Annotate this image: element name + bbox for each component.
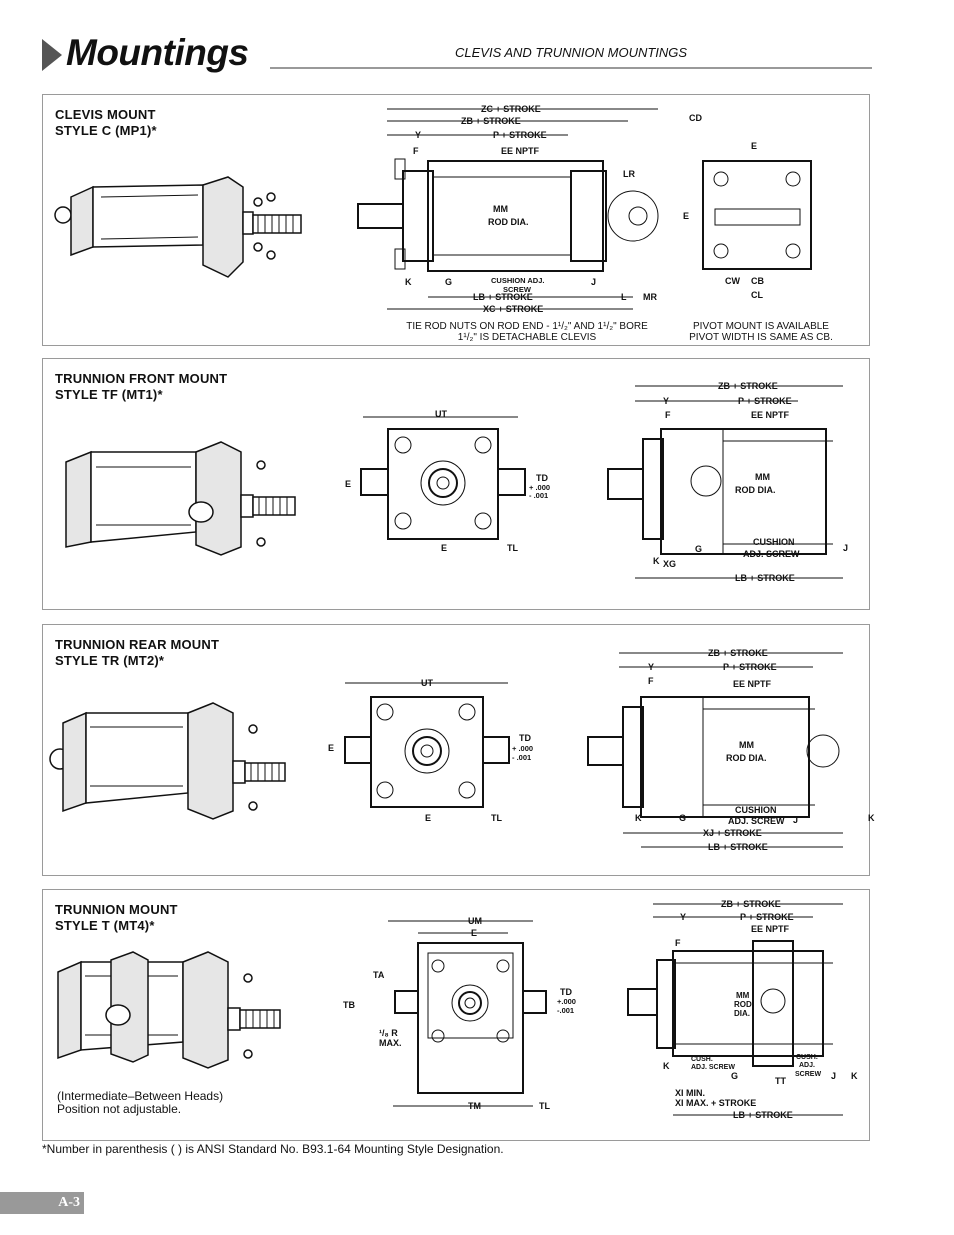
panel-title: TRUNNION FRONT MOUNT STYLE TF (MT1)* [55,371,228,402]
dim-y: Y [648,662,655,672]
dim-ut: UT [435,409,447,419]
trunnion-front-dimension-drawing [343,379,849,589]
dim-cushion-2: SCREW [503,285,531,294]
dim-tm: TM [468,1101,481,1111]
dim-ta: TA [373,970,385,980]
dim-rod: ROD DIA. [726,753,767,763]
panel-clevis-mount [42,94,870,346]
panel-title: CLEVIS MOUNT STYLE C (MP1)* [55,107,157,138]
dim-td: TD [560,987,572,997]
dim-tol-plus: +.000 [557,997,576,1006]
dim-dia: DIA. [734,1009,750,1018]
panel-trunnion-mount [42,889,870,1141]
dim-tl: TL [507,543,518,553]
dim-rod: ROD DIA. [735,485,776,495]
dim-r1: ¹/₈ R [379,1028,398,1038]
dim-xj: XJ + STROKE [703,828,762,838]
trunnion-rear-cylinder-illustration [48,701,298,831]
dim-k-right: K [868,813,875,823]
dim-y: Y [663,396,670,406]
dim-j: J [591,277,597,287]
dim-cushion-1: CUSHION [735,805,777,815]
dim-tol-minus: - .001 [529,491,549,500]
dim-lb: LB + STROKE [708,842,768,852]
dim-zb: ZB + STROKE [708,648,768,658]
dim-lr: LR [623,169,635,179]
dim-cushion-2: ADJ. SCREW [728,816,785,826]
title-arrow-icon [42,39,62,71]
dim-cush-right-3: SCREW [795,1071,822,1078]
dim-f: F [665,410,671,420]
dim-zb: ZB + STROKE [718,381,778,391]
dim-f: F [675,938,681,948]
dim-e: E [471,928,478,938]
dim-j: J [843,543,849,553]
dim-tol-plus: + .000 [529,483,551,492]
dim-j: J [793,815,799,825]
page-header [42,32,872,74]
page-number: A-3 [58,1195,80,1210]
dim-xi-max: XI MAX. + STROKE [675,1098,757,1108]
dim-td: TD [519,733,531,743]
dim-lb: LB + STROKE [473,292,533,302]
dim-tol-minus: - .001 [512,753,532,762]
dim-g: G [679,813,687,823]
dim-y: Y [415,130,422,140]
dim-p: P + STROKE [723,662,777,672]
dim-cush-right-1: CUSH. [796,1054,818,1061]
clevis-dimension-drawing [353,99,833,314]
trunnion-intermediate-dimension-drawing [333,896,858,1121]
dim-y: Y [680,912,687,922]
dim-td: TD [536,473,548,483]
dim-lb: LB + STROKE [733,1110,793,1120]
dim-f: F [413,146,419,156]
dim-p: P + STROKE [738,396,792,406]
dim-ee: EE NPTF [751,924,790,934]
dim-k: K [405,277,412,287]
dim-mm: MM [736,991,750,1000]
dim-e-side: E [328,743,335,753]
dim-xg: XG [663,559,677,569]
page-title: Mountings [66,32,249,73]
dim-rod: ROD [734,1000,752,1009]
dim-zb: ZB + STROKE [721,899,781,909]
dim-ee: EE NPTF [751,410,790,420]
dim-k-left: K [635,813,642,823]
dim-g: G [731,1071,739,1081]
panel-title: TRUNNION REAR MOUNT STYLE TR (MT2)* [55,637,220,668]
dim-tt: TT [775,1076,786,1086]
dim-tl: TL [491,813,502,823]
dim-l: L [621,292,627,302]
dim-p: P + STROKE [493,130,547,140]
dim-rod: ROD DIA. [488,217,529,227]
dim-k-left: K [653,556,660,566]
dim-lb: LB + STROKE [735,573,795,583]
dim-mm: MM [739,740,754,750]
dim-e-top: E [751,141,758,151]
panel-trunnion-rear-mount [42,624,875,876]
dim-cush-left-2: ADJ. SCREW [691,1064,735,1071]
dim-zc: ZC + STROKE [481,104,541,114]
dim-cushion-1: CUSHION ADJ. [491,276,545,285]
dim-k-right: K [851,1071,858,1081]
dim-xi-min: XI MIN. [675,1088,706,1098]
dim-tol-plus: + .000 [512,744,534,753]
dim-tb: TB [343,1000,355,1010]
dim-cd: CD [689,113,702,123]
dim-p: P + STROKE [740,912,794,922]
intermediate-note: (Intermediate–Between Heads) Position not adjustable. [57,1089,224,1116]
dim-j: J [831,1071,837,1081]
dim-g: G [695,544,703,554]
dim-ee: EE NPTF [733,679,772,689]
dim-cush-left-1: CUSH. [691,1056,713,1063]
dim-cb: CB [751,276,764,286]
dim-mm: MM [493,204,508,214]
dim-tl: TL [539,1101,550,1111]
dim-um: UM [468,916,482,926]
dim-tol-minus: -.001 [557,1006,575,1015]
dim-k-left: K [663,1061,670,1071]
trunnion-intermediate-cylinder-illustration [53,950,298,1080]
page-number-tab [0,1192,84,1214]
panel-trunnion-front-mount [42,358,870,610]
panel-title: TRUNNION MOUNT STYLE T (MT4)* [55,902,178,933]
dim-cw: CW [725,276,740,286]
dim-zb: ZB + STROKE [461,116,521,126]
trunnion-rear-dimension-drawing [323,645,875,855]
title-rule [270,67,872,69]
dim-g: G [445,277,453,287]
dim-xc: XC + STROKE [483,304,544,314]
dim-mr: MR [643,292,657,302]
dim-mm: MM [755,472,770,482]
clevis-cylinder-illustration [53,167,308,297]
dim-e-bottom: E [425,813,432,823]
dim-cushion-1: CUSHION [753,537,795,547]
dim-cl: CL [751,290,763,300]
dim-f: F [648,676,654,686]
clevis-note-left: TIE ROD NUTS ON ROD END - 1¹/₂" AND 1¹/₂" BORE 1¹/₂" IS DETACHABLE CLEVIS [406,321,648,343]
ansi-footnote: *Number in parenthesis ( ) is ANSI Standard No. B93.1-64 Mounting Style Designation. [42,1142,504,1156]
dim-e-bottom: E [441,543,448,553]
trunnion-front-cylinder-illustration [61,437,306,567]
dim-cushion-2: ADJ. SCREW [743,549,800,559]
dim-r2: MAX. [379,1038,402,1048]
dim-ut: UT [421,678,433,688]
section-heading: CLEVIS AND TRUNNION MOUNTINGS [455,45,688,60]
clevis-note-right: PIVOT MOUNT IS AVAILABLE PIVOT WIDTH IS SAME AS CB. [689,321,833,343]
dim-ee: EE NPTF [501,146,540,156]
dim-e-side: E [683,211,690,221]
dim-e-side: E [345,479,352,489]
dim-cush-right-2: ADJ. [799,1062,815,1069]
